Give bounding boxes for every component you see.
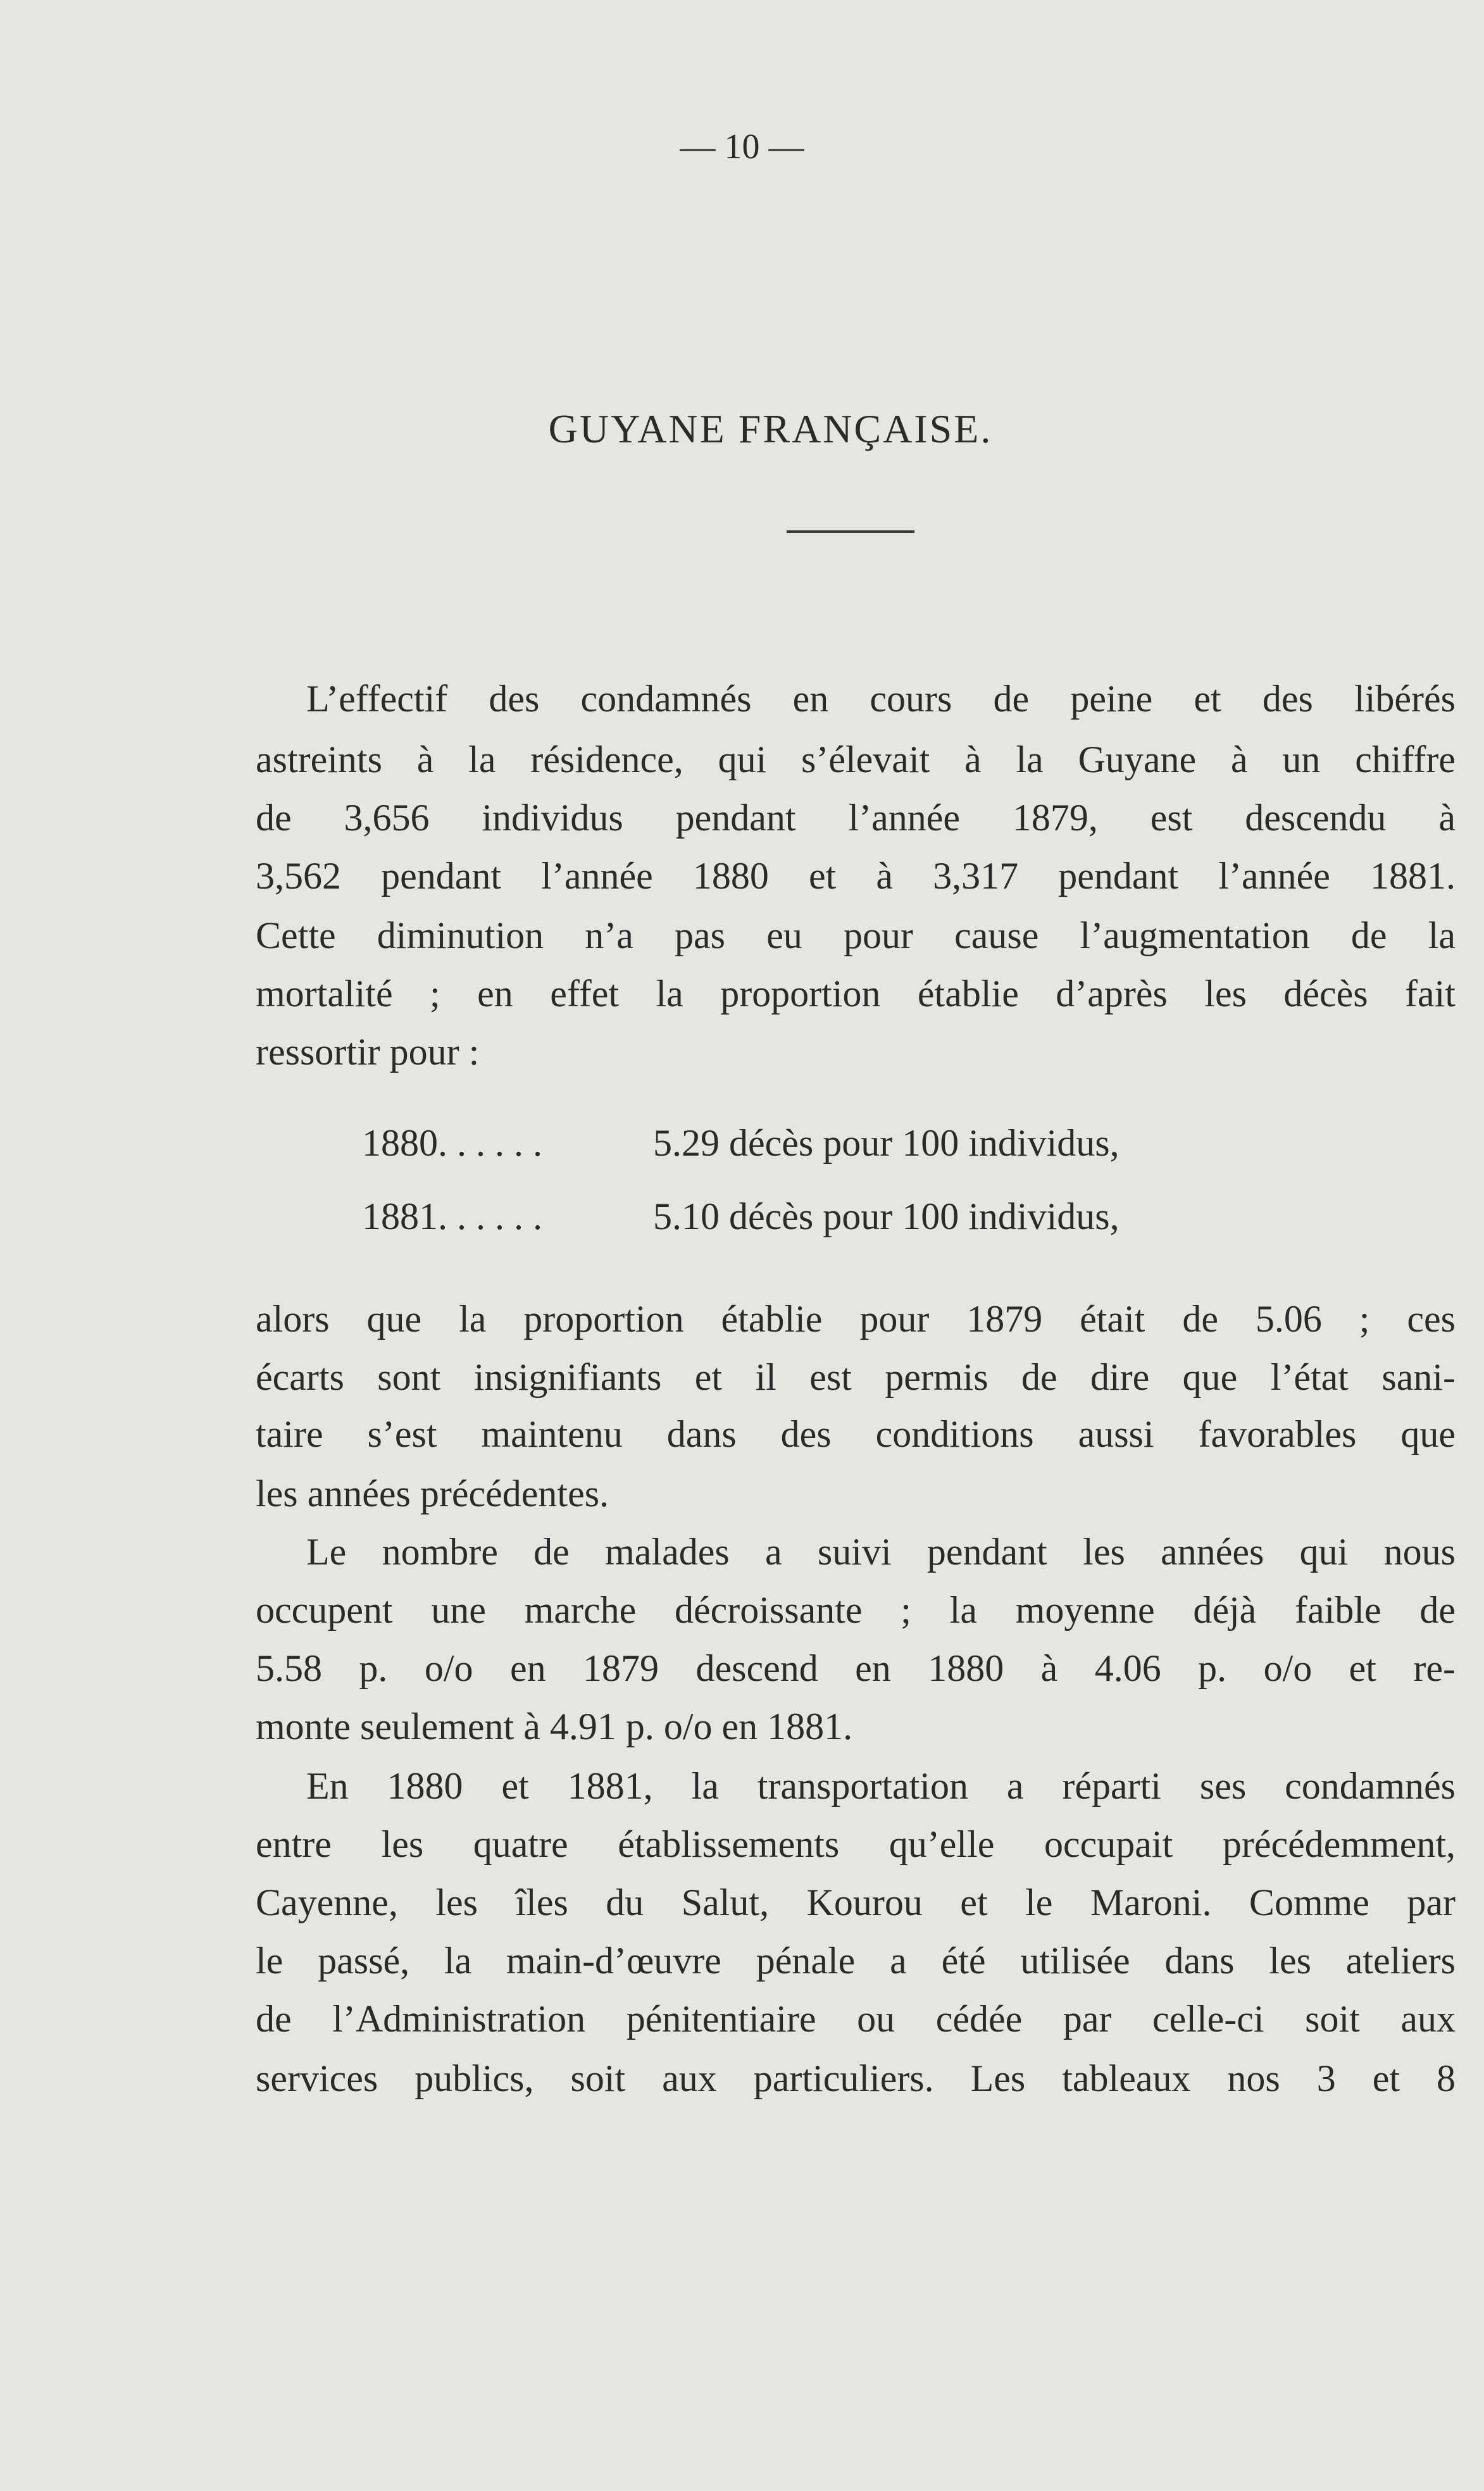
body-line: Cette diminution n’a pas eu pour cause l’augmentation de la: [256, 915, 1456, 956]
body-line: taire s’est maintenu dans des conditions aussi favorables que: [256, 1413, 1456, 1455]
body-line: entre les quatre établissements qu’elle occupait précédemment,: [256, 1823, 1456, 1865]
body-line: Cayenne, les îles du Salut, Kourou et le Maroni. Comme par: [256, 1882, 1456, 1923]
stat-line-1881: [362, 1192, 1119, 1240]
body-line: le passé, la main-d’œuvre pénale a été utilisée dans les ateliers: [256, 1940, 1456, 1982]
stat-year: 1881. . . . . .: [362, 1196, 542, 1237]
body-line: les années précédentes.: [256, 1473, 609, 1514]
body-line: Le nombre de malades a suivi pendant les années qui nous: [306, 1531, 1456, 1573]
stat-value: 5.10 décès pour 100 individus,: [653, 1196, 1119, 1237]
body-line: mortalité ; en effet la proportion établie d’après les décès fait: [256, 973, 1456, 1015]
stat-value: 5.29 décès pour 100 individus,: [653, 1122, 1119, 1164]
body-line: 5.58 p. o/o en 1879 descend en 1880 à 4.06 p. o/o et re-: [256, 1647, 1456, 1689]
title-divider: [787, 530, 914, 533]
page-number: — 10 —: [680, 127, 804, 166]
body-line: de l’Administration pénitentiaire ou cédée par celle-ci soit aux: [256, 1998, 1456, 2040]
body-line: ressortir pour :: [256, 1031, 480, 1073]
body-line: En 1880 et 1881, la transportation a réparti ses condamnés: [306, 1765, 1456, 1807]
body-line: de 3,656 individus pendant l’année 1879, est descendu à: [256, 797, 1456, 839]
body-line: monte seulement à 4.91 p. o/o en 1881.: [256, 1706, 853, 1747]
body-line: écarts sont insignifiants et il est permis de dire que l’état sani-: [256, 1356, 1456, 1398]
body-line: alors que la proportion établie pour 1879 était de 5.06 ; ces: [256, 1298, 1456, 1340]
body-line: L’effectif des condamnés en cours de peine et des libérés: [306, 678, 1456, 720]
body-line: services publics, soit aux particuliers. Les tableaux nos 3 et 8: [256, 2057, 1456, 2099]
body-line: 3,562 pendant l’année 1880 et à 3,317 pendant l’année 1881.: [256, 855, 1456, 897]
body-line: occupent une marche décroissante ; la moyenne déjà faible de: [256, 1589, 1456, 1631]
stat-line-1880: [362, 1119, 1119, 1167]
section-title: GUYANE FRANÇAISE.: [548, 406, 993, 451]
stat-year: 1880. . . . . .: [362, 1122, 542, 1164]
body-line: astreints à la résidence, qui s’élevait à la Guyane à un chiffre: [256, 739, 1456, 780]
